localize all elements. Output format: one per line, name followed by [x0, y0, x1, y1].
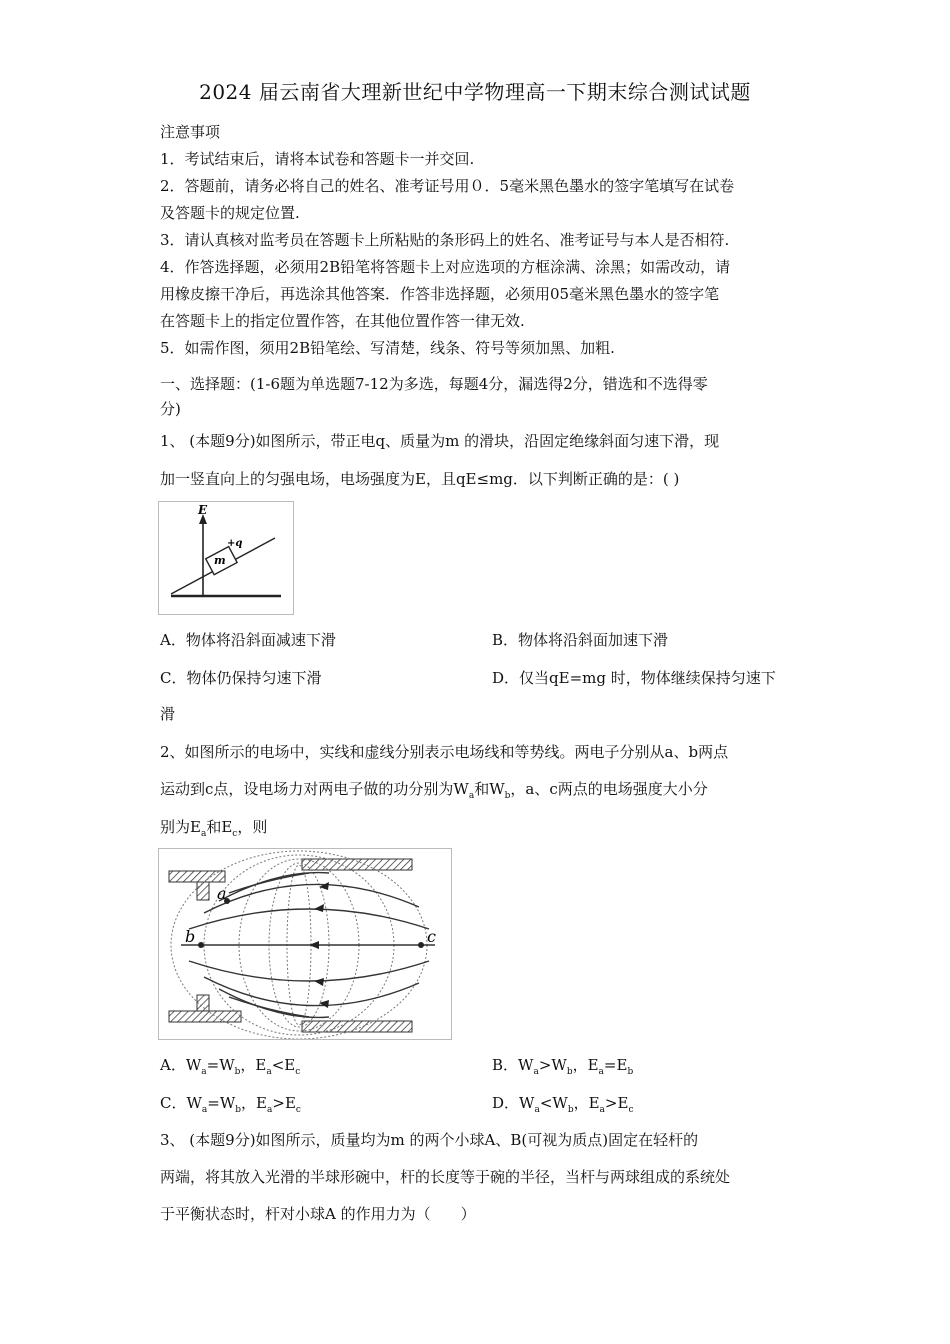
- electrode-bottom-right: [302, 1021, 412, 1032]
- notice-item: 1．考试结束后，请将本试卷和答题卡一并交回.: [160, 150, 475, 168]
- label-a: a: [217, 884, 227, 903]
- point-b: [198, 942, 204, 948]
- electrode-top-left-stem: [197, 882, 209, 900]
- label-b: b: [185, 927, 196, 946]
- notice-item: 3．请认真核对监考员在答题卡上所粘贴的条形码上的姓名、准考证号与本人是否相符.: [160, 231, 730, 249]
- electric-field-figure: [158, 848, 452, 1040]
- question-2-stem-cont: 运动到c点，设电场力对两电子做的功分别为$W_a$和$W_b$，a、c两点的电场强度大小分: [160, 780, 708, 801]
- q1-option-a: A．物体将沿斜面减速下滑: [160, 631, 336, 649]
- label-c: c: [427, 927, 436, 946]
- question-2-stem: 2、如图所示的电场中，实线和虚线分别表示电场线和等势线。两电子分别从a、b两点: [160, 743, 729, 761]
- q2-option-d: D．$W_a<W_b$，$E_a>E_c$: [492, 1094, 634, 1115]
- electrode-top-left: [169, 871, 225, 882]
- question-1-stem: 1、 (本题9分)如图所示，带正电q、质量为m 的滑块，沿固定绝缘斜面匀速下滑，现: [160, 432, 720, 450]
- question-3-stem-cont2: 于平衡状态时，杆对小球A 的作用力为（ ）: [160, 1205, 476, 1223]
- q2-option-a: A．$W_a=W_b$，$E_a<E_c$: [160, 1056, 301, 1077]
- q1-option-b: B．物体将沿斜面加速下滑: [492, 631, 669, 649]
- q1-option-d: D．仅当qE=mg 时，物体继续保持匀速下: [492, 669, 776, 687]
- electrode-top-right: [302, 859, 412, 870]
- notice-item: 2．答题前，请务必将自己的姓名、准考证号用０．5毫米黑色墨水的签字笔填写在试卷: [160, 177, 735, 195]
- q2-option-c: C．$W_a=W_b$，$E_a>E_c$: [160, 1094, 301, 1115]
- notice-item: 4．作答选择题，必须用2B铅笔将答题卡上对应选项的方框涂满、涂黑；如需改动，请: [160, 258, 731, 276]
- notice-item: 在答题卡上的指定位置作答，在其他位置作答一律无效.: [160, 312, 525, 330]
- charge-label: +q: [227, 538, 243, 549]
- q1-option-c: C．物体仍保持匀速下滑: [160, 669, 322, 687]
- page-title: 2024 届云南省大理新世纪中学物理高一下期末综合测试试题: [199, 80, 751, 104]
- incline-figure: [158, 501, 294, 615]
- question-3-stem: 3、 (本题9分)如图所示，质量均为m 的两个小球A、B(可视为质点)固定在轻杆的: [160, 1131, 699, 1149]
- notice-heading: 注意事项: [160, 123, 221, 141]
- field-label: E: [198, 503, 208, 517]
- q2-option-b: B．$W_a>W_b$，$E_a=E_b$: [492, 1056, 634, 1077]
- point-c: [418, 942, 424, 948]
- notice-item: 及答题卡的规定位置.: [160, 204, 300, 222]
- question-3-stem-cont: 两端，将其放入光滑的半球形碗中，杆的长度等于碗的半径，当杆与两球组成的系统处: [160, 1168, 731, 1186]
- notice-item: 用橡皮擦干净后，再选涂其他答案．作答非选择题，必须用05毫米黑色墨水的签字笔: [160, 285, 720, 303]
- section-header: 一、选择题：(1-6题为单选题7-12为多选，每题4分，漏选得2分，错选和不选得零: [160, 375, 708, 393]
- electrode-bottom-left: [169, 1011, 241, 1022]
- q1-option-d-cont: 滑: [160, 705, 176, 723]
- section-header-cont: 分): [160, 400, 181, 418]
- notice-item: 5．如需作图，须用2B铅笔绘、写清楚，线条、符号等须加黑、加粗.: [160, 339, 615, 357]
- mass-label: m: [214, 554, 226, 567]
- question-1-stem-cont: 加一竖直向上的匀强电场，电场强度为E，且qE≤mg．以下判断正确的是：( ): [160, 470, 680, 488]
- question-2-stem-cont2: 别为$E_a$和$E_c$，则: [160, 818, 268, 839]
